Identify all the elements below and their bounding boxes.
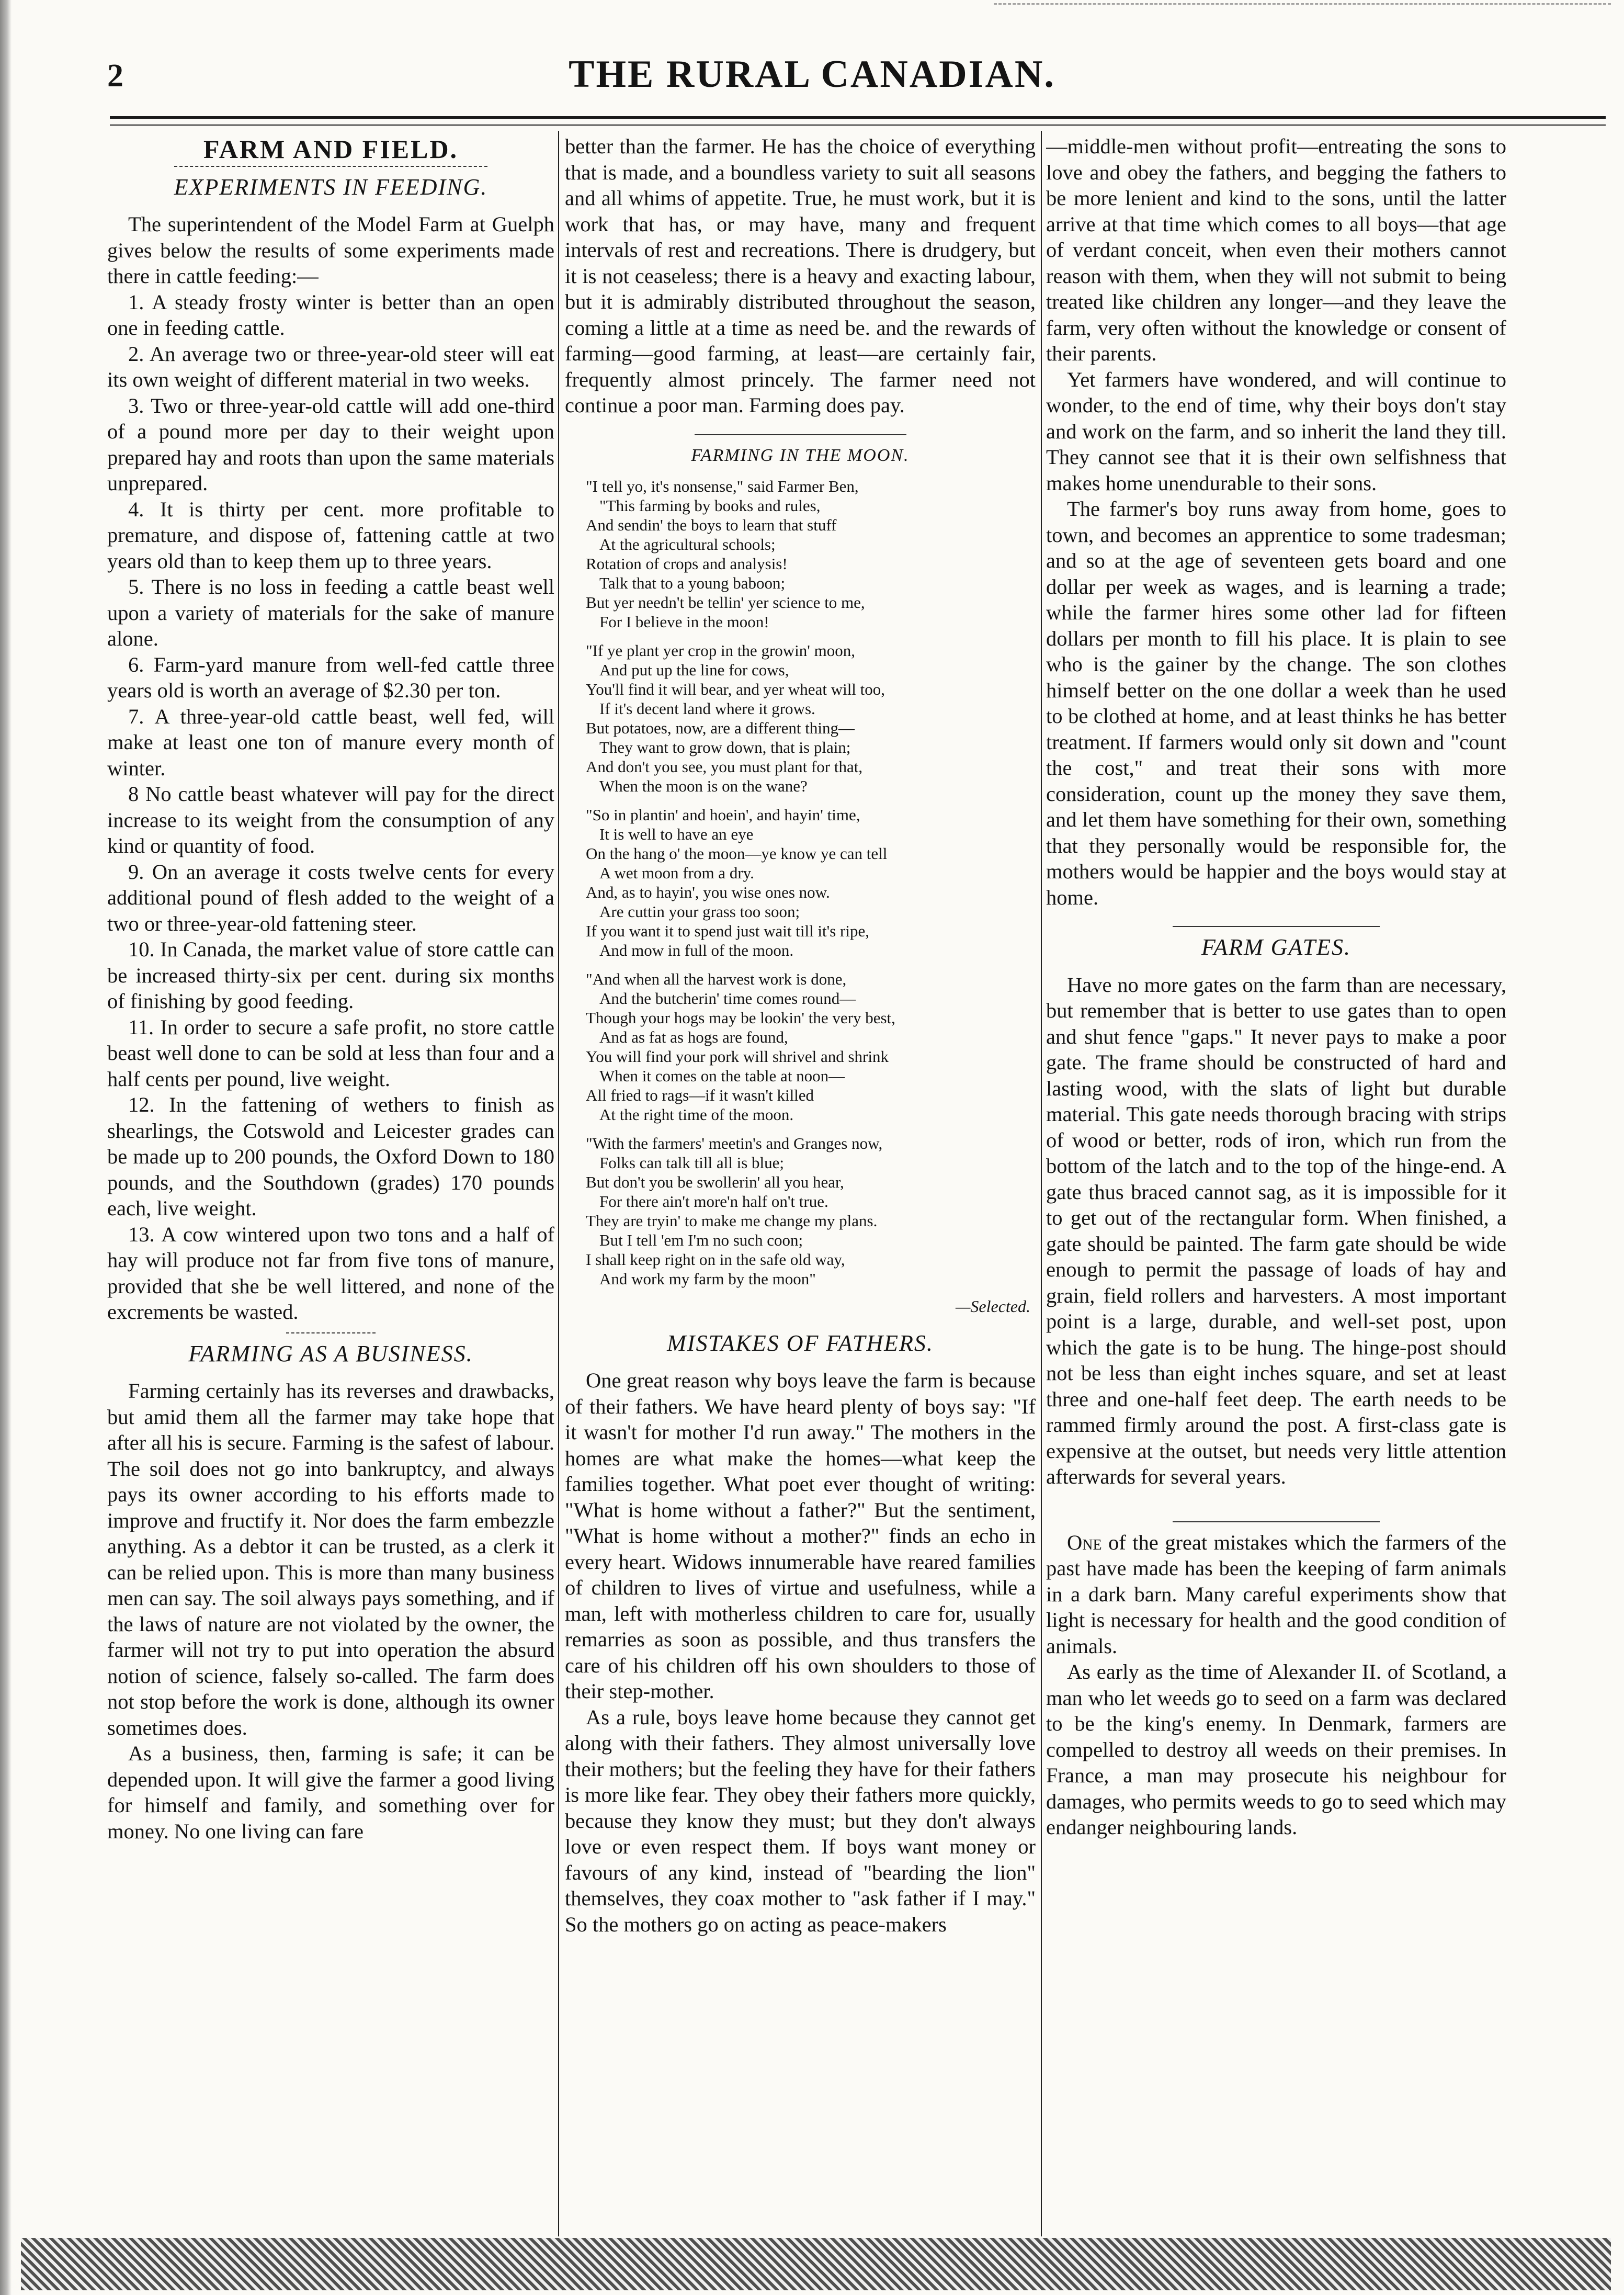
poem-line: At the agricultural schools;	[599, 535, 776, 553]
poem-title: FARMING IN THE MOON.	[691, 445, 910, 465]
poem-line: I shall keep right on in the safe old way,	[586, 1250, 845, 1269]
list-item: 4. It is thirty per cent. more profitable to premature, and dispose of, fattening cattle at two years old than to keep them up to three years.	[107, 497, 554, 573]
paragraph: Farming certainly has its reverses and drawbacks, but amid them all the farmer may take hope that after all his is secure. Farming is the safest of labour. The soil does not go into bankruptcy, and always pays its owner according to his efforts made to improve and fructify it. Nor does the farm embezzle anything. As a debtor it can be trusted, as a clerk it can be relied upon. This is more than many business men can say. The soil always pays something, and if the laws of nature are not violated by the owner, the farmer will not try to put into operation the absurd notion of science, falsely so-called. The farm does not stop before the work is done, although its owner sometimes does.	[107, 1379, 554, 1739]
article-separator	[1173, 1521, 1380, 1522]
paragraph: As a rule, boys leave home because they cannot get along with their fathers. They almost universally love their mothers; but the feeling they have for their fathers is more like fear. They obey their fathers more quickly, because they know they must; but they don't always love or even respect them. If boys want money or favours of any kind, instead of "bearding the lion" themselves, they coax mother to "ask father if I may." So the mothers go on acting as peace-makers	[565, 1705, 1036, 1936]
list-item: 12. In the fattening of wethers to finish as shearlings, the Cotswold and Leicester grades can be made up to 200 pounds, the Oxford Down to 180 pounds, and the Southdown (grades) 170 pounds each, live weight.	[107, 1093, 554, 1220]
header-rule-thin	[110, 125, 1606, 126]
poem-line: Though your hogs may be lookin' the very best,	[586, 1009, 895, 1027]
paragraph: The farmer's boy runs away from home, goes to town, and becomes an apprentice to some tradesman; and so at the age of seventeen gets board and one dollar per week as wages, and is learning a trade; while the farmer hires some other lad for fifteen dollars per month to fill his place. It is plain to see who is the gainer by the change. The son clothes himself better on the one dollar a week than he used to be clothed at home, and at least thinks he has better treatment. If farmers would only sit down and "count the cost," and treat their sons with more consideration, count up the money they save them, and let them have something for their own, something that they personally would be responsible for, the mothers would be happier and the boys would stay at home.	[1046, 497, 1506, 909]
poem-line: And the butcherin' time comes round—	[599, 989, 856, 1008]
scan-noise-top	[994, 3, 1611, 14]
poem-stanza	[586, 969, 1036, 1124]
column-3	[1046, 133, 1506, 2234]
article-title: MISTAKES OF FATHERS.	[667, 1330, 934, 1356]
list-item: 2. An average two or three-year-old steer will eat its own weight of different material in two weeks.	[107, 342, 554, 391]
poem-stanza	[586, 641, 1036, 796]
poem-line: For there ain't more'n half on't true.	[599, 1192, 828, 1211]
poem-line: You will find your pork will shrivel and shrink	[586, 1047, 889, 1066]
poem-line: But yer needn't be tellin' yer science to me,	[586, 593, 865, 612]
article-title: EXPERIMENTS IN FEEDING.	[174, 174, 488, 200]
poem-line: "This farming by books and rules,	[599, 496, 821, 515]
paragraph: As a business, then, farming is safe; it can be depended upon. It will give the farmer a good living for himself and family, and something over for money. No one living can fare	[107, 1742, 554, 1843]
title-separator	[174, 166, 487, 167]
poem-line: But I tell 'em I'm no such coon;	[599, 1231, 803, 1249]
lead-word: One	[1067, 1530, 1102, 1554]
scan-noise-bottom	[21, 2238, 1611, 2290]
list-item: 6. Farm-yard manure from well-fed cattle three years old is worth an average of $2.30 per ton.	[107, 652, 554, 702]
poem-line: And mow in full of the moon.	[599, 941, 794, 959]
column-divider	[1041, 131, 1042, 2236]
list-item: 3. Two or three-year-old cattle will add one-third of a pound more per day to their weight upon prepared hay and roots than upon the same materials unprepared.	[107, 393, 554, 495]
section-title: FARM AND FIELD.	[203, 134, 459, 164]
article-intro: The superintendent of the Model Farm at Guelph gives below the results of some experiments made there in cattle feeding:—	[107, 212, 554, 288]
poem-line: All fried to rags—if it wasn't killed	[586, 1086, 814, 1104]
paragraph: One great reason why boys leave the farm is because of their fathers. We have heard plenty of boys say: "If it wasn't for mother I'd run away." The mothers in the homes are what make the homes—what keep the families together. What poet ever thought of writing: "What is home without a father?" But the sentiment, "What is home without a mother?" finds an echo in every heart. Widows innumerable have reared families of children to lives of virtue and usefulness, while a man, left with motherless children to care for, usually remarries as soon as possible, and thus transfers the care of his children off his own shoulders to those of their step-mother.	[565, 1369, 1036, 1703]
poem-line: For I believe in the moon!	[599, 613, 769, 631]
paragraph-text: of the great mistakes which the farmers of the past have made has been the keeping of farm animals in a dark barn. Many careful experiments show that light is necessary for health and the good condition of animals.	[1046, 1530, 1506, 1658]
poem-line: And, as to hayin', you wise ones now.	[586, 883, 830, 901]
poem-line: You'll find it will bear, and yer wheat will too,	[586, 680, 885, 698]
paragraph: better than the farmer. He has the choice of everything that is made, and a boundless variety to suit all seasons and all whims of appetite. True, he must work, but it is work that has, or may have, many and frequent intervals of rest and recreations. There is drudgery, but it is not ceaseless; there is a heavy and exacting labour, but it is admirably distributed throughout the season, coming a little at a time as need be. and the rewards of farming—good farming, at least—are certainly fair, frequently almost princely. The farmer need not continue a poor man. Farming does pay.	[565, 134, 1036, 417]
poem-line: When it comes on the table at noon—	[599, 1067, 845, 1085]
poem-line: And don't you see, you must plant for that,	[586, 758, 863, 776]
article-separator	[1173, 926, 1380, 927]
article-separator	[286, 1332, 376, 1333]
poem-line: And as fat as hogs are found,	[599, 1028, 788, 1046]
poem-line: Talk that to a young baboon;	[599, 574, 786, 592]
poem-line: A wet moon from a dry.	[599, 864, 754, 882]
poem-line: "So in plantin' and hoein', and hayin' time,	[586, 806, 860, 824]
poem-line: Are cuttin your grass too soon;	[599, 902, 800, 921]
paragraph: —middle-men without profit—entreating the sons to love and obey the fathers, and begging the fathers to be more lenient and kind to the sons, until the latter arrive at that time which comes to all boys—that age of verdant conceit, when even their mothers cannot reason with them, when they will not submit to being treated like children any longer—and they leave the farm, very often without the knowledge or consent of their parents.	[1046, 134, 1506, 365]
list-item: 7. A three-year-old cattle beast, well fed, will make at least one ton of manure every month of winter.	[107, 704, 554, 780]
list-item: 13. A cow wintered upon two tons and a half of hay will produce not far from five tons of manure, provided that she be well littered, and none of the excrements be wasted.	[107, 1222, 554, 1324]
poem-line: They are tryin' to make me change my plans.	[586, 1212, 878, 1230]
poem-line: "If ye plant yer crop in the growin' moon,	[586, 641, 855, 660]
poem-line: And sendin' the boys to learn that stuff	[586, 516, 837, 534]
column-divider	[558, 131, 559, 2236]
poem-stanza	[586, 477, 1036, 631]
paragraph: As early as the time of Alexander II. of Scotland, a man who let weeds go to seed on a farm was declared to be the king's enemy. In Denmark, farmers are compelled to destroy all weeds on their premises. In France, a man may prosecute his neighbour for damages, who permits weeds to go to seed which may endanger neighbouring lands.	[1046, 1660, 1506, 1839]
poem-line: At the right time of the moon.	[599, 1105, 794, 1124]
paragraph: Yet farmers have wondered, and will continue to wonder, to the end of time, why their boys don't stay and work on the farm, and so inherit the land they till. They cannot see that it is their own selfishness that makes home unendurable to their sons.	[1046, 367, 1506, 495]
poem-line: And work my farm by the moon"	[599, 1270, 816, 1288]
poem-stanza	[586, 805, 1036, 960]
paragraph	[1046, 1530, 1506, 1659]
poem	[586, 477, 1036, 1288]
poem-line: On the hang o' the moon—ye know ye can tell	[586, 844, 888, 863]
list-item: 5. There is no loss in feeding a cattle beast well upon a variety of materials for the sake of manure alone.	[107, 575, 554, 650]
poem-line: They want to grow down, that is plain;	[599, 738, 851, 756]
header-rule-thick	[110, 116, 1606, 119]
column-2	[565, 133, 1036, 2234]
masthead-title: THE RURAL CANADIAN.	[569, 53, 1055, 96]
poem-line: "With the farmers' meetin's and Granges now,	[586, 1134, 883, 1152]
column-1	[107, 133, 554, 2234]
poem-line: When the moon is on the wane?	[599, 777, 808, 795]
article-title: FARMING AS A BUSINESS.	[188, 1340, 473, 1366]
poem-line: Rotation of crops and analysis!	[586, 555, 788, 573]
list-item: 9. On an average it costs twelve cents for every additional pound of flesh added to the weight of a two or three-year-old fattening steer.	[107, 860, 554, 935]
paragraph: Have no more gates on the farm than are necessary, but remember that is better to use gates than to open and shut fence "gaps." It never pays to make a poor gate. The frame should be constructed of hard and lasting wood, with the slats of light but durable material. This gate needs thorough bracing with strips of wood or better, rods of iron, which run from the bottom of the latch and to the top of the hinge-end. A gate thus braced cannot sag, as it is impossible for it to get out of the rectangular form. When finished, a gate should be painted. The farm gate should be wide enough to permit the passage of loads of hay and grain, field rollers and harvesters. A most important point is a large, durable, and well-set post, upon which the gate is to be hung. The hinge-post should not be less than eight inches square, and set at least three and one-half feet deep. The earth needs to be rammed firmly around the post. A first-class gate is expensive at the outset, but needs very little attention afterwards for several years.	[1046, 973, 1506, 1488]
list-item: 1. A steady frosty winter is better than an open one in feeding cattle.	[107, 290, 554, 340]
poem-line: If you want it to spend just wait till it's ripe,	[586, 922, 870, 940]
poem-line: Folks can talk till all is blue;	[599, 1154, 785, 1172]
article-title: FARM GATES.	[1201, 934, 1351, 960]
list-item: 8 No cattle beast whatever will pay for the direct increase to its weight from the consumption of any kind or quantity of food.	[107, 782, 554, 857]
poem-line: But don't you be swollerin' all you hear,	[586, 1173, 844, 1191]
page-number: 2	[107, 58, 123, 94]
poem-line: It is well to have an eye	[599, 825, 754, 843]
scan-shadow-left	[0, 0, 12, 2295]
poem-line: "And when all the harvest work is done,	[586, 970, 847, 988]
poem-credit: —Selected.	[955, 1297, 1030, 1316]
poem-line: But potatoes, now, are a different thing—	[586, 719, 855, 737]
article-separator	[695, 434, 906, 435]
poem-line: And put up the line for cows,	[599, 661, 789, 679]
list-item: 11. In order to secure a safe profit, no store cattle beast well done to can be sold at less than four and a half cents per pound, live weight.	[107, 1015, 554, 1091]
poem-line: "I tell yo, it's nonsense," said Farmer Ben,	[586, 477, 859, 495]
list-item: 10. In Canada, the market value of store cattle can be increased thirty-six per cent. during six months of finishing by good feeding.	[107, 937, 554, 1013]
poem-line: If it's decent land where it grows.	[599, 699, 815, 718]
poem-stanza	[586, 1134, 1036, 1288]
